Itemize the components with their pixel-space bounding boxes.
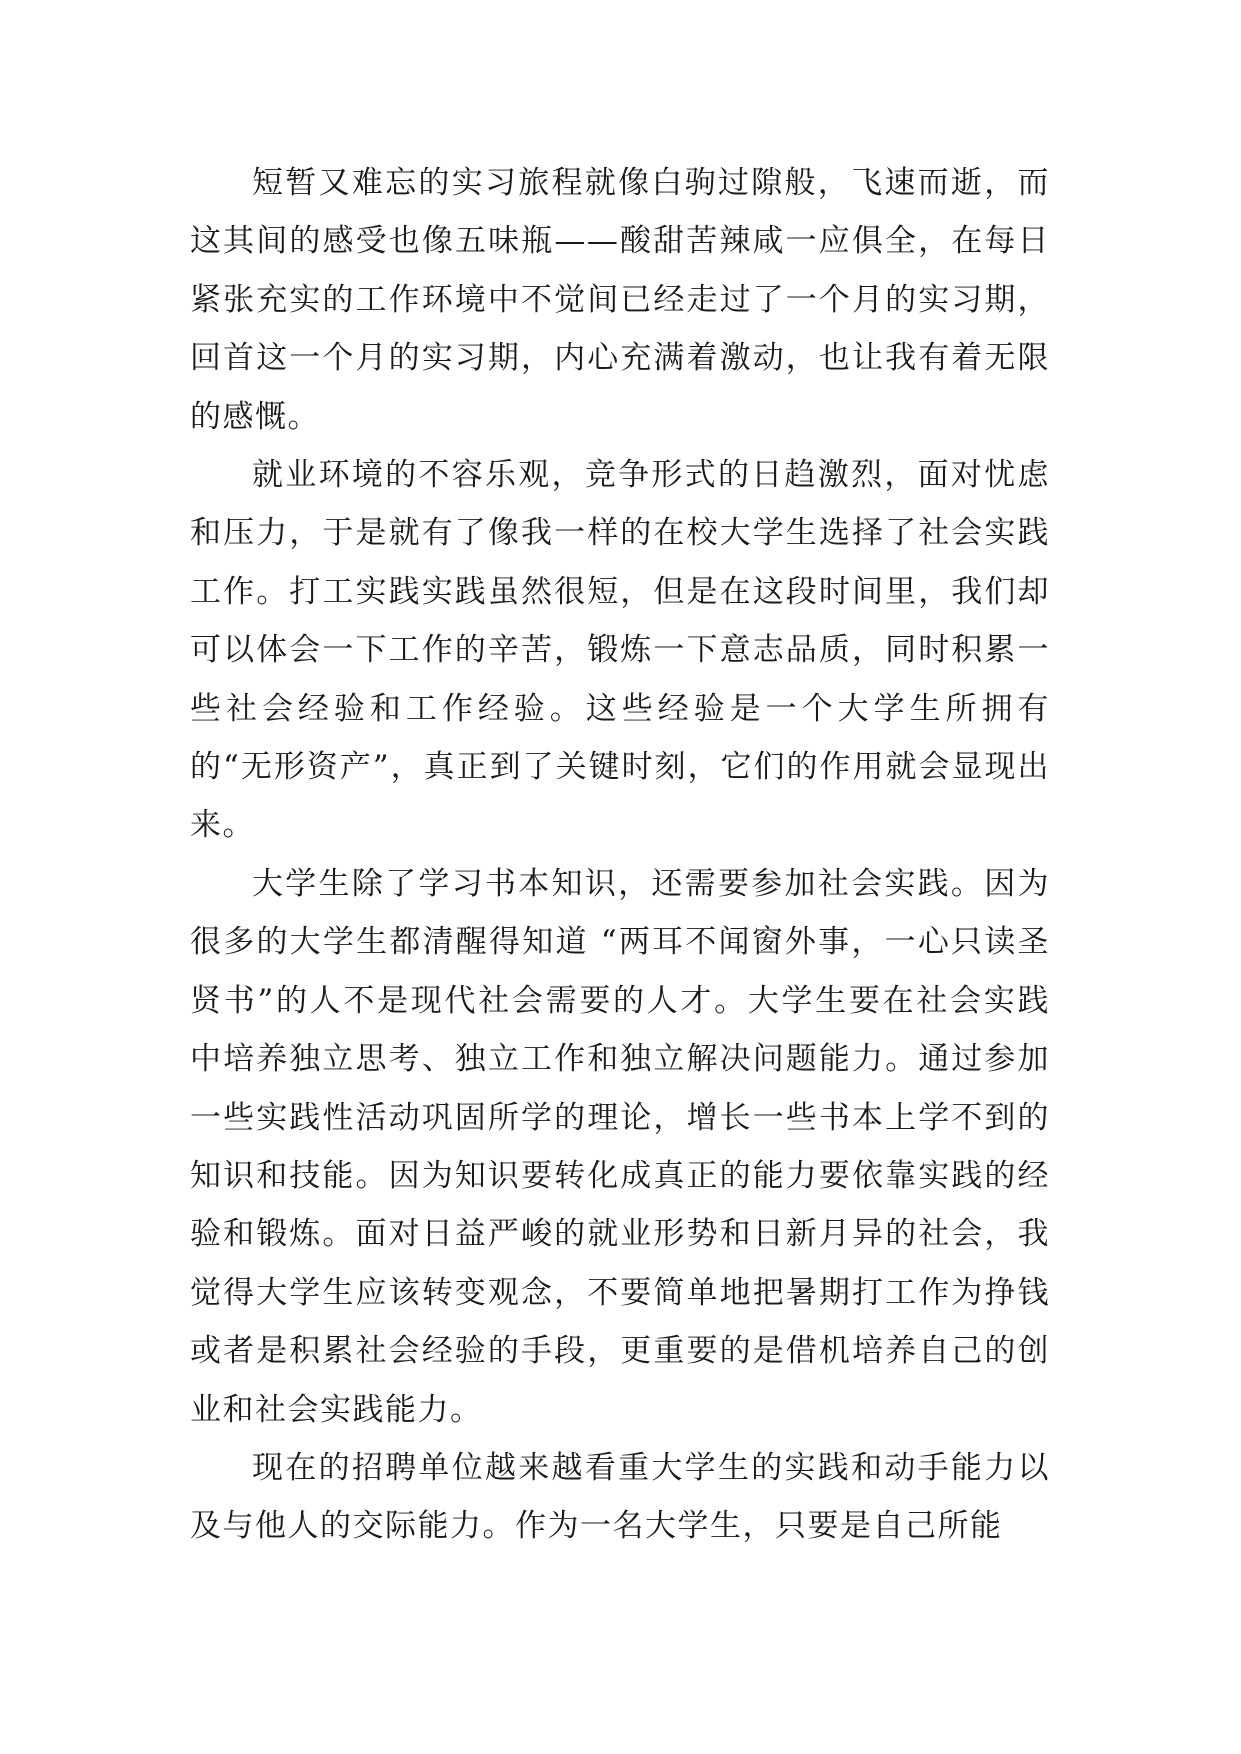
document-body [190,154,1050,1556]
paragraph-2: 就业环境的不容乐观，竞争形式的日趋激烈，面对忧虑和压力，于是就有了像我一样的在校大学生选择了社会实践工作。打工实践实践虽然很短，但是在这段时间里，我们却可以体会一下工作的辛苦，锻炼一下意志品质，同时积累一些社会经验和工作经验。这些经验是一个大学生所拥有的“无形资产”，真正到了关键时刻，它们的作用就会显现出来。 [190,457,1050,844]
paragraph-3: 大学生除了学习书本知识，还需要参加社会实践。因为很多的大学生都清醒得知道 “两耳不闻窗外事，一心只读圣贤书”的人不是现代社会需要的人才。大学生要在社会实践中培养独立思考、独立工作和独立解决问题能力。通过参加一些实践性活动巩固所学的理论，增长一些书本上学不到的知识和技能。因为知识要转化成真正的能力要依靠实践的经验和锻炼。面对日益严峻的就业形势和日新月异的社会，我觉得大学生应该转变观念，不要简单地把暑期打工作为挣钱或者是积累社会经验的手段，更重要的是借机培养自己的创业和社会实践能力。 [190,865,1050,1428]
paragraph-4: 现在的招聘单位越来越看重大学生的实践和动手能力以及与他人的交际能力。作为一名大学生，只要是自己所能 [190,1449,1050,1545]
paragraph-1: 短暂又难忘的实习旅程就像白驹过隙般，飞速而逝，而这其间的感受也像五味瓶——酸甜苦辣咸一应俱全，在每日紧张充实的工作环境中不觉间已经走过了一个月的实习期，回首这一个月的实习期，内心充满着激动，也让我有着无限的感慨。 [190,165,1050,435]
